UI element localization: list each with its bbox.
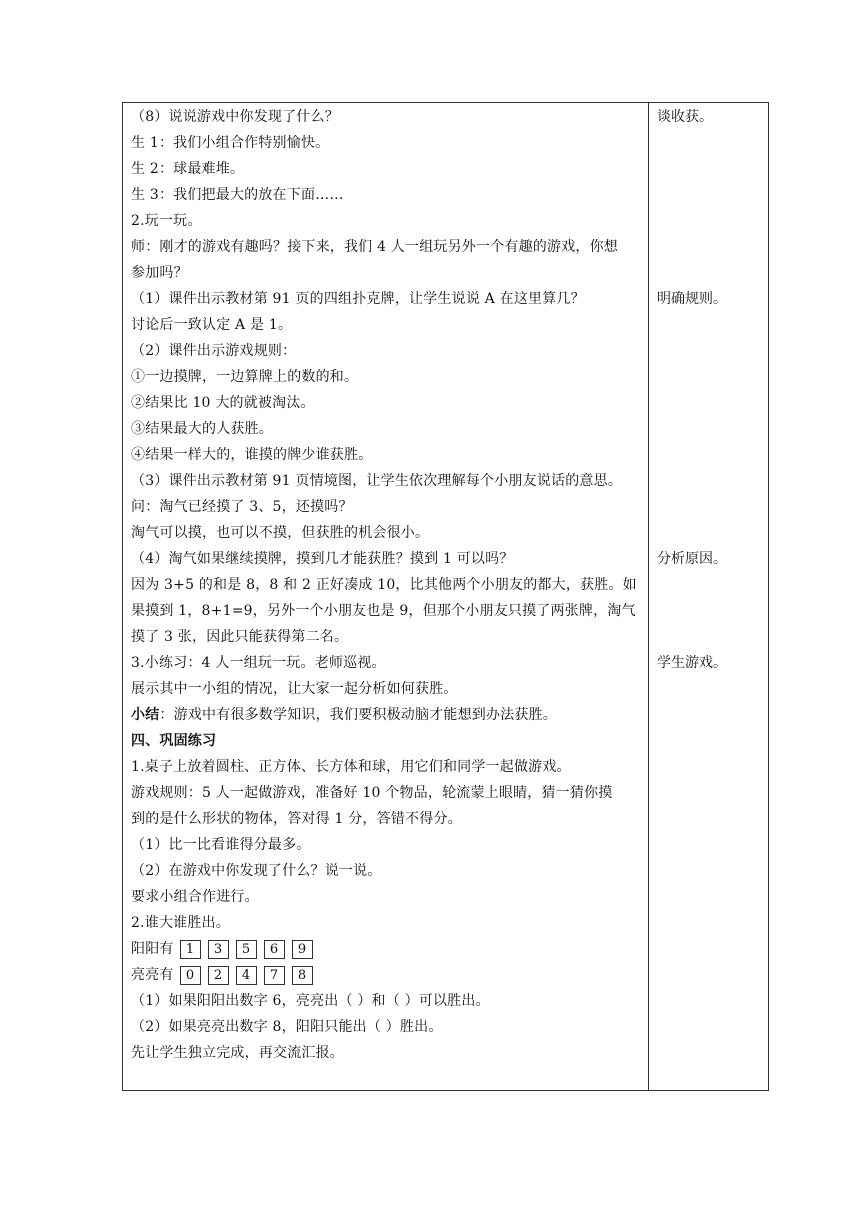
yangyang-label: 阳阳有	[131, 941, 174, 957]
text-line: 生 3：我们把最大的放在下面……	[131, 187, 344, 203]
text-line: 师：刚才的游戏有趣吗？接下来，我们 4 人一组玩另外一个有趣的游戏，你想	[131, 239, 619, 255]
text-line: 2.玩一玩。	[131, 213, 202, 229]
number-card: 6	[264, 940, 285, 959]
column-divider	[648, 102, 649, 1091]
number-card: 5	[236, 940, 257, 959]
liangliang-label: 亮亮有	[131, 967, 174, 983]
section-heading: 四、巩固练习	[131, 733, 217, 749]
summary-text: ：游戏中有很多数学知识，我们要积极动脑才能想到办法获胜。	[159, 707, 558, 723]
main-column	[131, 104, 643, 1066]
text-line: （1）课件出示教材第 91 页的四组扑克牌，让学生说说 A 在这里算几？	[131, 291, 585, 307]
text-line: （3）课件出示教材第 91 页情境图，让学生依次理解每个小朋友说话的意思。	[131, 473, 623, 489]
text-line: （1）如果阳阳出数字 6，亮亮出（ ）和（ ）可以胜出。	[131, 993, 490, 1009]
text-line: 摸了 3 张，因此只能获得第二名。	[131, 629, 349, 645]
number-card: 1	[180, 940, 201, 959]
text-line: 到的是什么形状的物体，答对得 1 分，答错不得分。	[131, 811, 462, 827]
text-line: 要求小组合作进行。	[131, 889, 259, 905]
side-note: 明确规则。	[657, 291, 727, 307]
liangliang-cards-row	[131, 962, 643, 988]
number-card: 9	[292, 940, 313, 959]
text-line: （2）课件出示游戏规则：	[131, 343, 297, 359]
text-line: 生 2：球最难堆。	[131, 161, 245, 177]
text-line: 因为 3+5 的和是 8，8 和 2 正好凑成 10，比其他两个小朋友的都大，获胜。如	[131, 577, 637, 593]
yangyang-cards-row	[131, 936, 643, 962]
text-line: （2）在游戏中你发现了什么？说一说。	[131, 863, 382, 879]
text-line: 1.桌子上放着圆柱、正方体、长方体和球，用它们和同学一起做游戏。	[131, 759, 571, 775]
text-line: 先让学生独立完成，再交流汇报。	[131, 1045, 344, 1061]
side-note: 分析原因。	[657, 551, 727, 567]
text-line: ③结果最大的人获胜。	[131, 421, 273, 437]
text-line: 生 1：我们小组合作特别愉快。	[131, 135, 330, 151]
text-line: 参加吗？	[131, 265, 188, 281]
text-line: 果摸到 1，8+1=9，另外一个小朋友也是 9，但那个小朋友只摸了两张牌，淘气	[131, 603, 636, 619]
number-card: 7	[264, 966, 285, 985]
text-line: （2）如果亮亮出数字 8，阳阳只能出（ ）胜出。	[131, 1019, 443, 1035]
text-line: 3.小练习：4 人一组玩一玩。老师巡视。	[131, 655, 386, 671]
text-line: 游戏规则：5 人一起做游戏，准备好 10 个物品，轮流蒙上眼睛，猜一猜你摸	[131, 785, 613, 801]
number-card: 3	[208, 940, 229, 959]
number-card: 4	[236, 966, 257, 985]
number-card: 8	[292, 966, 313, 985]
number-card: 0	[180, 966, 201, 985]
text-line: （4）淘气如果继续摸牌，摸到几才能获胜？摸到 1 可以吗？	[131, 551, 514, 567]
text-line: 淘气可以摸，也可以不摸，但获胜的机会很小。	[131, 525, 430, 541]
side-note: 谈收获。	[657, 109, 713, 125]
text-line: 2.谁大谁胜出。	[131, 915, 230, 931]
text-line: （8）说说游戏中你发现了什么？	[131, 109, 339, 125]
text-line: ④结果一样大的，谁摸的牌少谁获胜。	[131, 447, 373, 463]
text-line: ①一边摸牌，一边算牌上的数的和。	[131, 369, 359, 385]
text-line: 展示其中一小组的情况，让大家一起分析如何获胜。	[131, 681, 458, 697]
number-card: 2	[208, 966, 229, 985]
text-line: ②结果比 10 大的就被淘汰。	[131, 395, 315, 411]
side-note: 学生游戏。	[657, 655, 727, 671]
text-line: （1）比一比看谁得分最多。	[131, 837, 311, 853]
text-line: 问：淘气已经摸了 3、5，还摸吗？	[131, 499, 353, 515]
text-line: 讨论后一致认定 A 是 1。	[131, 317, 293, 333]
summary-line	[131, 702, 643, 728]
summary-label: 小结	[131, 707, 160, 723]
